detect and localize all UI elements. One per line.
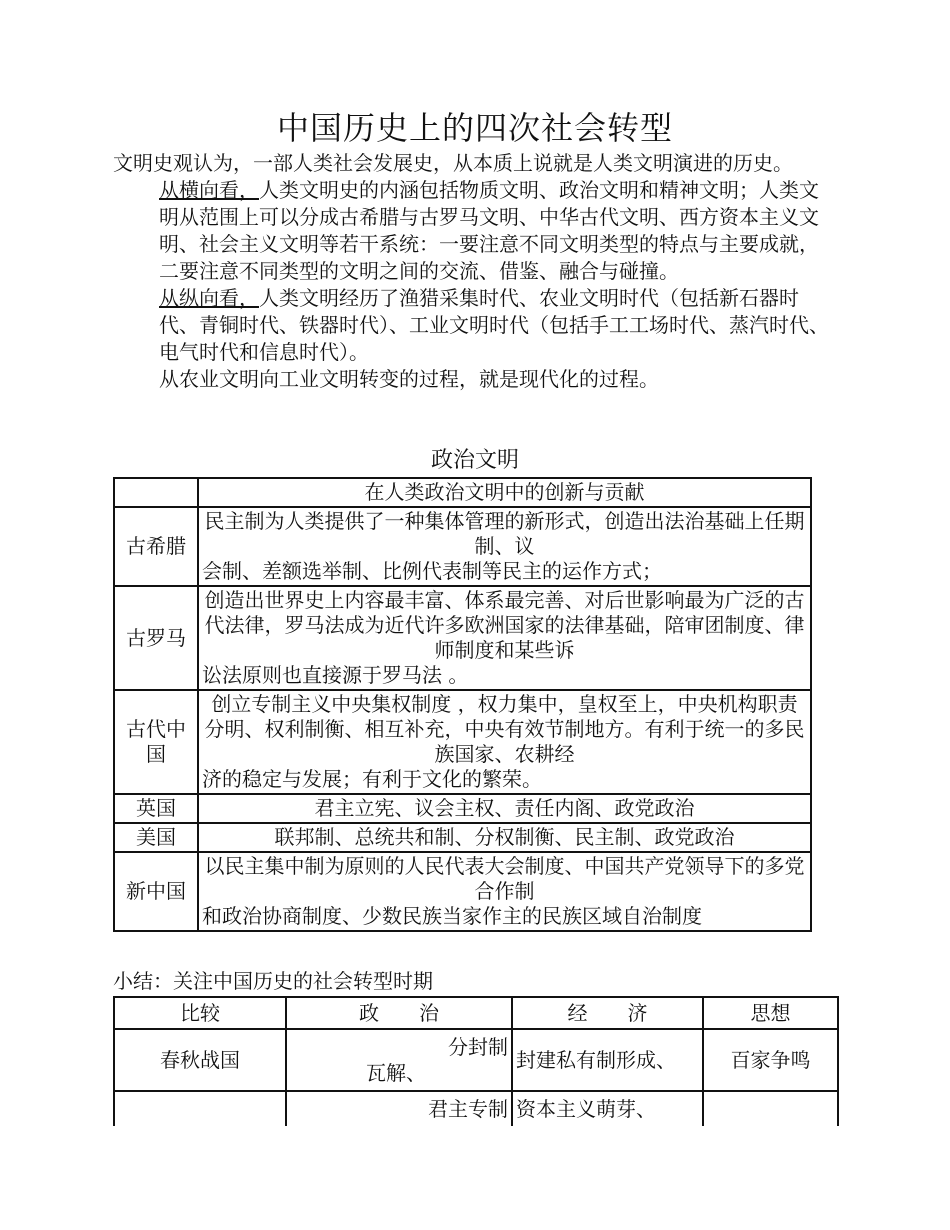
- politics-cell: 君主专制: [286, 1091, 512, 1126]
- row-content: [198, 690, 811, 794]
- row-text-main: 创造出世界史上内容最丰富、体系最完善、对后世影响最为广泛的古代法律，罗马法成为近代许多欧洲国家的法律基础，陪审团制度、律师制度和某些诉: [204, 588, 805, 662]
- politics-section-title: 政治文明: [430, 448, 519, 473]
- row-content: [198, 586, 811, 690]
- table-row: [114, 1091, 838, 1126]
- row-text-tail: 济的稳定与发展；有利于文化的繁荣。: [202, 767, 542, 791]
- summary-title: 小结：关注中国历史的社会转型时期: [113, 969, 433, 993]
- header-empty-cell: [114, 478, 198, 507]
- row-name: 英国: [114, 794, 198, 823]
- horizontal-view-text: 人类文明史的内涵包括物质文明、政治文明和精神文明；人类文明从范围上可以分成古希腊与古罗马文明、中华古代文明、西方资本主义文明、社会主义文明等若干系统：一要注意不同文明类型的特点与主要成就，二要注意不同类型的文明之间的交流、借鉴、融合与碰撞。: [159, 178, 819, 283]
- comparison-header-row: [114, 997, 838, 1029]
- politics-text-b: 瓦解、: [366, 1061, 426, 1085]
- intro-paragraph-1: 文明史观认为，一部人类社会发展史，从本质上说就是人类文明演进的历史。: [113, 151, 793, 175]
- period-cell: [114, 1091, 286, 1126]
- thought-cell: 百家争鸣: [703, 1029, 838, 1091]
- row-name: 美国: [114, 823, 198, 852]
- economy-cell: 封建私有制形成、: [512, 1029, 703, 1091]
- header-cell: 在人类政治文明中的创新与贡献: [198, 478, 811, 507]
- political-civilization-table: [113, 477, 812, 932]
- intro-section: [113, 150, 838, 393]
- row-text-main: 民主制为人类提供了一种集体管理的新形式，创造出法治基础上任期制、议: [204, 509, 805, 558]
- table-header-row: [114, 478, 811, 507]
- header-economy: 经 济: [512, 997, 703, 1029]
- header-thought: 思想: [703, 997, 838, 1029]
- politics-cell: [286, 1029, 512, 1091]
- intro-paragraph-2: [113, 177, 838, 285]
- row-content: 君主立宪、议会主权、责任内阁、政党政治: [198, 794, 811, 823]
- table-row: [114, 852, 811, 931]
- economy-cell: 资本主义萌芽、: [512, 1091, 703, 1126]
- period-cell: 春秋战国: [114, 1029, 286, 1091]
- politics-text-a: 分封制: [448, 1035, 508, 1059]
- row-text-main: 以民主集中制为原则的人民代表大会制度、中国共产党领导下的多党合作制: [204, 854, 805, 903]
- row-name: 新中国: [114, 852, 198, 931]
- row-text-tail: 和政治协商制度、少数民族当家作主的民族区域自治制度: [202, 904, 702, 928]
- table-row: [114, 690, 811, 794]
- table-row: [114, 794, 811, 823]
- page-title: 中国历史上的四次社会转型: [276, 109, 673, 147]
- row-content: [198, 507, 811, 586]
- intro-paragraph-3: [113, 285, 838, 366]
- table-row: [114, 507, 811, 586]
- table-row: [114, 823, 811, 852]
- row-text-main: 创立专制主义中央集权制度 ，权力集中，皇权至上，中央机构职责分明、权利制衡、相互补充，中央有效节制地方。有利于统一的多民族国家、农耕经: [204, 692, 805, 766]
- row-content: [198, 852, 811, 931]
- vertical-view-text: 人类文明经历了渔猎采集时代、农业文明时代（包括新石器时代、青铜时代、铁器时代）、工业文明时代（包括手工工场时代、蒸汽时代、电气时代和信息时代）。: [159, 286, 829, 364]
- row-content: 联邦制、总统共和制、分权制衡、民主制、政党政治: [198, 823, 811, 852]
- row-name: 古罗马: [114, 586, 198, 690]
- horizontal-view-lead: 从横向看，: [159, 178, 259, 202]
- row-text-tail: 会制、差额选举制、比例代表制等民主的运作方式；: [202, 559, 662, 583]
- row-text-tail: 讼法原则也直接源于罗马法 。: [202, 663, 469, 687]
- comparison-table: [113, 996, 839, 1126]
- header-compare: 比较: [114, 997, 286, 1029]
- thought-cell: [703, 1091, 838, 1126]
- header-politics: 政 治: [286, 997, 512, 1029]
- row-name: 古希腊: [114, 507, 198, 586]
- table-row: [114, 586, 811, 690]
- vertical-view-lead: 从纵向看，: [159, 286, 259, 310]
- row-name: 古代中国: [114, 690, 198, 794]
- table-row: [114, 1029, 838, 1091]
- intro-paragraph-4: 从农业文明向工业文明转变的过程，就是现代化的过程。: [159, 367, 659, 391]
